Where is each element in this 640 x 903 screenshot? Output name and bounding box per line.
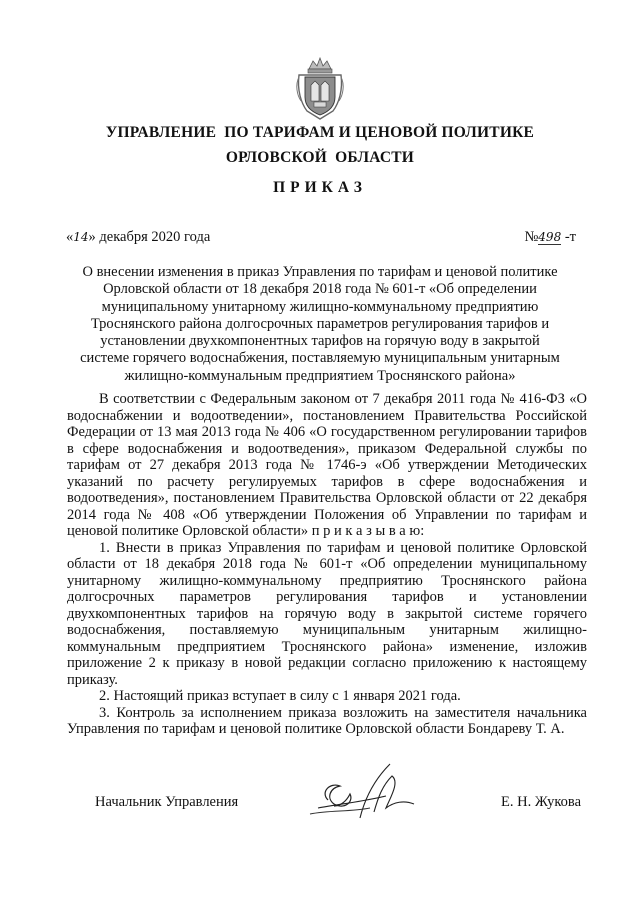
order-date: «14» декабря 2020 года	[66, 229, 211, 245]
signatory-name: Е. Н. Жукова	[501, 794, 582, 810]
handwritten-number: 498	[538, 230, 562, 244]
coat-of-arms-emblem	[295, 55, 345, 121]
organization-name-line2: ОРЛОВСКОЙ ОБЛАСТИ	[225, 149, 415, 166]
item-3-paragraph: 3. Контроль за исполнением приказа возложить на заместителя начальника Управления по тарифам и ценовой политике Орловской области Бондареву Т. А.	[67, 704, 587, 737]
organization-name-line1: УПРАВЛЕНИЕ ПО ТАРИФАМ И ЦЕНОВОЙ ПОЛИТИКЕ	[105, 124, 535, 141]
order-subject: О внесении изменения в приказ Управления по тарифам и ценовой политике Орловской области от 18 декабря 2018 года № 601-т «Об определении муниципальному унитарному жилищно-коммунальному предприятию Троснянского района долгосрочных параметров регулирования тарифов и установлении двухкомпонентных тарифов на горячую воду в закрытой системе горячего водоснабжения, поставляемую муниципальным унитарным жилищно-коммунальным предприятием Троснянского района»	[80, 264, 560, 384]
document-type-title: ПРИКАЗ	[273, 179, 367, 196]
handwritten-signature	[290, 752, 430, 832]
item-2-paragraph: 2. Настоящий приказ вступает в силу с 1 января 2021 года.	[99, 688, 461, 704]
preamble-paragraph: В соответствии с Федеральным законом от 7 декабря 2011 года № 416-ФЗ «О водоснабжении и водоотведении», постановлением Правительства Российской Федерации от 13 мая 2013 года № 406 «О государственном регулировании тарифов в сфере водоснабжения и водоотведения», приказом Федеральной службы по тарифам от 27 декабря 2013 года № 1746-э «Об утверждении Методических указаний по расчету регулируемых тарифов в сфере водоснабжения и водоотведения», постановлением Правительства Орловской области от 22 декабря 2014 года № 408 «Об утверждении Положения об Управлении по тарифам и ценовой политике Орловской области» п р и к а з ы в а ю:	[67, 391, 587, 539]
order-body	[67, 391, 587, 738]
order-number: №498 -т	[524, 229, 576, 245]
handwritten-day: 14	[73, 230, 89, 244]
item-1-paragraph: 1. Внести в приказ Управления по тарифам и ценовой политике Орловской области от 18 декабря 2018 года № 601-т «Об определении муниципальному унитарному жилищно-коммунальному предприятию Троснянского района долгосрочных параметров регулирования тарифов и установлении двухкомпонентных тарифов на горячую воду в закрытой системе горячего водоснабжения, поставляемую муниципальным унитарным жилищно-коммунальным предприятием Троснянского района» изменение, изложив приложение 2 к приказу в новой редакции согласно приложению к настоящему приказу.	[67, 539, 587, 688]
signatory-title: Начальник Управления	[95, 794, 239, 810]
